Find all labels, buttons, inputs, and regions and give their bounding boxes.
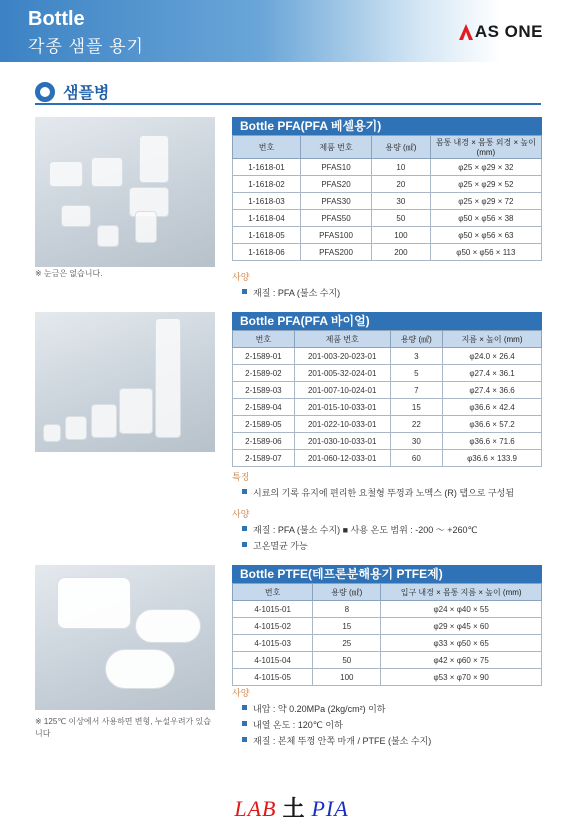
table-cell: 4-1015-04: [233, 652, 313, 669]
table-cell: 4-1015-01: [233, 601, 313, 618]
table-cell: 7: [390, 382, 443, 399]
table-row: [233, 635, 542, 652]
table-row: [233, 652, 542, 669]
table-cell: 2-1589-07: [233, 450, 295, 467]
spec-heading: 사양: [232, 688, 250, 698]
square-bullet-icon: [242, 542, 247, 547]
table-cell: φ25 × φ29 × 32: [430, 159, 541, 176]
page-header: [0, 0, 583, 62]
spec-item: [242, 734, 562, 747]
table-cell: 3: [390, 348, 443, 365]
table-cell: 2-1589-03: [233, 382, 295, 399]
product-table: [232, 583, 542, 686]
table-cell: φ50 × φ56 × 38: [430, 210, 541, 227]
table-cell: φ36.6 × 57.2: [443, 416, 542, 433]
column-header: 용량 (㎖): [390, 331, 443, 348]
table-cell: 1-1618-05: [233, 227, 301, 244]
spec-text: 재질 : PFA (불소 수지) ■ 사용 온도 범위 : -200 ～ +260℃: [253, 525, 478, 535]
table-row: [233, 348, 542, 365]
table-cell: 30: [390, 433, 443, 450]
section-divider: [35, 103, 541, 105]
table-cell: 10: [372, 159, 431, 176]
table-title: Bottle PFA(PFA 바이얼): [232, 312, 542, 330]
brand-logo: [459, 22, 543, 42]
table-cell: 4-1015-03: [233, 635, 313, 652]
table-cell: 4-1015-02: [233, 618, 313, 635]
header-subtitle: 각종 샘플 용기: [28, 37, 144, 56]
header-title: Bottle: [28, 8, 85, 30]
table-row: [233, 365, 542, 382]
column-header: 용량 (㎖): [372, 136, 431, 159]
table-cell: 1-1618-06: [233, 244, 301, 261]
spec-item: [242, 702, 562, 715]
table-cell: φ50 × φ56 × 113: [430, 244, 541, 261]
table-cell: φ36.6 × 71.6: [443, 433, 542, 450]
feature-item: [242, 486, 562, 499]
table-cell: 1-1618-02: [233, 176, 301, 193]
column-header: 몸통 내경 × 몸통 외경 × 높이 (mm): [430, 136, 541, 159]
table-row: [233, 618, 542, 635]
table-cell: φ25 × φ29 × 72: [430, 193, 541, 210]
table-cell: 22: [390, 416, 443, 433]
table-row: [233, 433, 542, 450]
product-photo-pfa-vials: [35, 312, 215, 452]
spec-item: [242, 523, 562, 536]
specs-block2: [232, 470, 562, 555]
table-cell: 201-022-10-033-01: [294, 416, 390, 433]
table-cell: 2-1589-05: [233, 416, 295, 433]
table-cell: φ42 × φ60 × 75: [381, 652, 542, 669]
footer-pia-text: PIA: [311, 796, 349, 821]
table-cell: PFAS50: [300, 210, 371, 227]
table-block-pfa-vessel: [232, 117, 542, 261]
table-row: [233, 382, 542, 399]
spec-text: 재질 : 본체 뚜껑 안쪽 마개 / PTFE (불소 수지): [253, 736, 432, 746]
table-cell: 15: [390, 399, 443, 416]
spec-text: 내열 온도 : 120℃ 이하: [253, 720, 343, 730]
table-cell: 201-005-32-024-01: [294, 365, 390, 382]
table-cell: 201-060-12-033-01: [294, 450, 390, 467]
table-cell: PFAS20: [300, 176, 371, 193]
table-row: [233, 227, 542, 244]
footer-mid-glyph: 土: [282, 796, 306, 821]
column-header: 번호: [233, 331, 295, 348]
square-bullet-icon: [242, 489, 247, 494]
table-cell: φ24 × φ40 × 55: [381, 601, 542, 618]
table-cell: 2-1589-01: [233, 348, 295, 365]
table-cell: φ25 × φ29 × 52: [430, 176, 541, 193]
column-header: 제품 번호: [300, 136, 371, 159]
brand-name: AS ONE: [474, 22, 543, 41]
section-title: 샘플병: [63, 85, 110, 102]
feature-heading: 특징: [232, 472, 250, 482]
table-row: [233, 193, 542, 210]
column-header: 번호: [233, 584, 313, 601]
spec-heading: 사양: [232, 272, 250, 282]
square-bullet-icon: [242, 526, 247, 531]
table-cell: 20: [372, 176, 431, 193]
table-cell: 2-1589-02: [233, 365, 295, 382]
feature-text: 시료의 기록 유지에 편리한 요철형 뚜껑과 노멕스 (R) 탭으로 구성됨: [253, 488, 515, 498]
column-header: 번호: [233, 136, 301, 159]
table-cell: φ53 × φ70 × 90: [381, 669, 542, 686]
table-cell: 201-030-10-033-01: [294, 433, 390, 450]
product-photo-pfa-vessels: [35, 117, 215, 267]
table-cell: 2-1589-06: [233, 433, 295, 450]
product-table: [232, 135, 542, 261]
table-cell: 60: [390, 450, 443, 467]
spec-item: [242, 718, 562, 731]
table-cell: φ27.4 × 36.1: [443, 365, 542, 382]
spec-heading: 사양: [232, 509, 250, 519]
column-header: 지름 × 높이 (mm): [443, 331, 542, 348]
table-cell: 201-007-10-024-01: [294, 382, 390, 399]
table-cell: 2-1589-04: [233, 399, 295, 416]
table-cell: 15: [313, 618, 381, 635]
spec-text: 내압 : 약 0.20MPa (2kg/cm²) 이하: [253, 704, 386, 714]
column-header: 입구 내경 × 몸통 지름 × 높이 (mm): [381, 584, 542, 601]
product-photo-ptfe-vessels: [35, 565, 215, 710]
table-cell: 1-1618-03: [233, 193, 301, 210]
table-cell: 201-003-20-023-01: [294, 348, 390, 365]
spec-text: 고온멸균 가능: [253, 541, 308, 551]
ring-icon: [35, 82, 55, 102]
table-row: [233, 416, 542, 433]
table-cell: 100: [313, 669, 381, 686]
table-cell: 30: [372, 193, 431, 210]
table-row: [233, 450, 542, 467]
column-header: 용량 (㎖): [313, 584, 381, 601]
table-row: [233, 601, 542, 618]
table-cell: φ33 × φ50 × 65: [381, 635, 542, 652]
table-cell: 25: [313, 635, 381, 652]
table-cell: 50: [313, 652, 381, 669]
table-cell: φ36.6 × 133.9: [443, 450, 542, 467]
spec-item: [242, 539, 562, 552]
table-cell: PFAS10: [300, 159, 371, 176]
table-row: [233, 669, 542, 686]
table-row: [233, 210, 542, 227]
specs-block3: [232, 686, 562, 750]
table-cell: φ36.6 × 42.4: [443, 399, 542, 416]
square-bullet-icon: [242, 289, 247, 294]
table-cell: φ24.0 × 26.4: [443, 348, 542, 365]
table-cell: 100: [372, 227, 431, 244]
table-cell: PFAS30: [300, 193, 371, 210]
table-cell: 5: [390, 365, 443, 382]
table-title: Bottle PFA(PFA 베셀용기): [232, 117, 542, 135]
table-row: [233, 244, 542, 261]
table-cell: PFAS200: [300, 244, 371, 261]
footer-lab-text: LAB: [234, 796, 277, 821]
table-row: [233, 176, 542, 193]
footer-logo: [0, 792, 583, 823]
caption-temperature-warning: ※ 125℃ 이상에서 사용하면 변형, 누설우려가 있습니다: [35, 717, 211, 738]
table-cell: φ50 × φ56 × 63: [430, 227, 541, 244]
table-cell: 4-1015-05: [233, 669, 313, 686]
square-bullet-icon: [242, 737, 247, 742]
square-bullet-icon: [242, 705, 247, 710]
table-cell: φ27.4 × 36.6: [443, 382, 542, 399]
caption-no-graduation: ※ 눈금은 없습니다.: [35, 269, 103, 278]
table-cell: 50: [372, 210, 431, 227]
table-block-pfa-vial: [232, 312, 542, 467]
column-header: 제품 번호: [294, 331, 390, 348]
section-heading: [35, 80, 109, 103]
table-cell: φ29 × φ45 × 60: [381, 618, 542, 635]
table-cell: 8: [313, 601, 381, 618]
square-bullet-icon: [242, 721, 247, 726]
table-block-ptfe: [232, 565, 542, 686]
table-title: Bottle PTFE(테프론분해용기 PTFE제): [232, 565, 542, 583]
table-cell: 200: [372, 244, 431, 261]
table-row: [233, 399, 542, 416]
table-cell: PFAS100: [300, 227, 371, 244]
table-row: [233, 159, 542, 176]
product-table: [232, 330, 542, 467]
table-cell: 201-015-10-033-01: [294, 399, 390, 416]
brand-mark-icon: [459, 24, 473, 40]
specs-block1: [232, 270, 552, 302]
table-cell: 1-1618-04: [233, 210, 301, 227]
spec-item: [242, 286, 552, 299]
table-cell: 1-1618-01: [233, 159, 301, 176]
spec-text: 재질 : PFA (불소 수지): [253, 288, 341, 298]
